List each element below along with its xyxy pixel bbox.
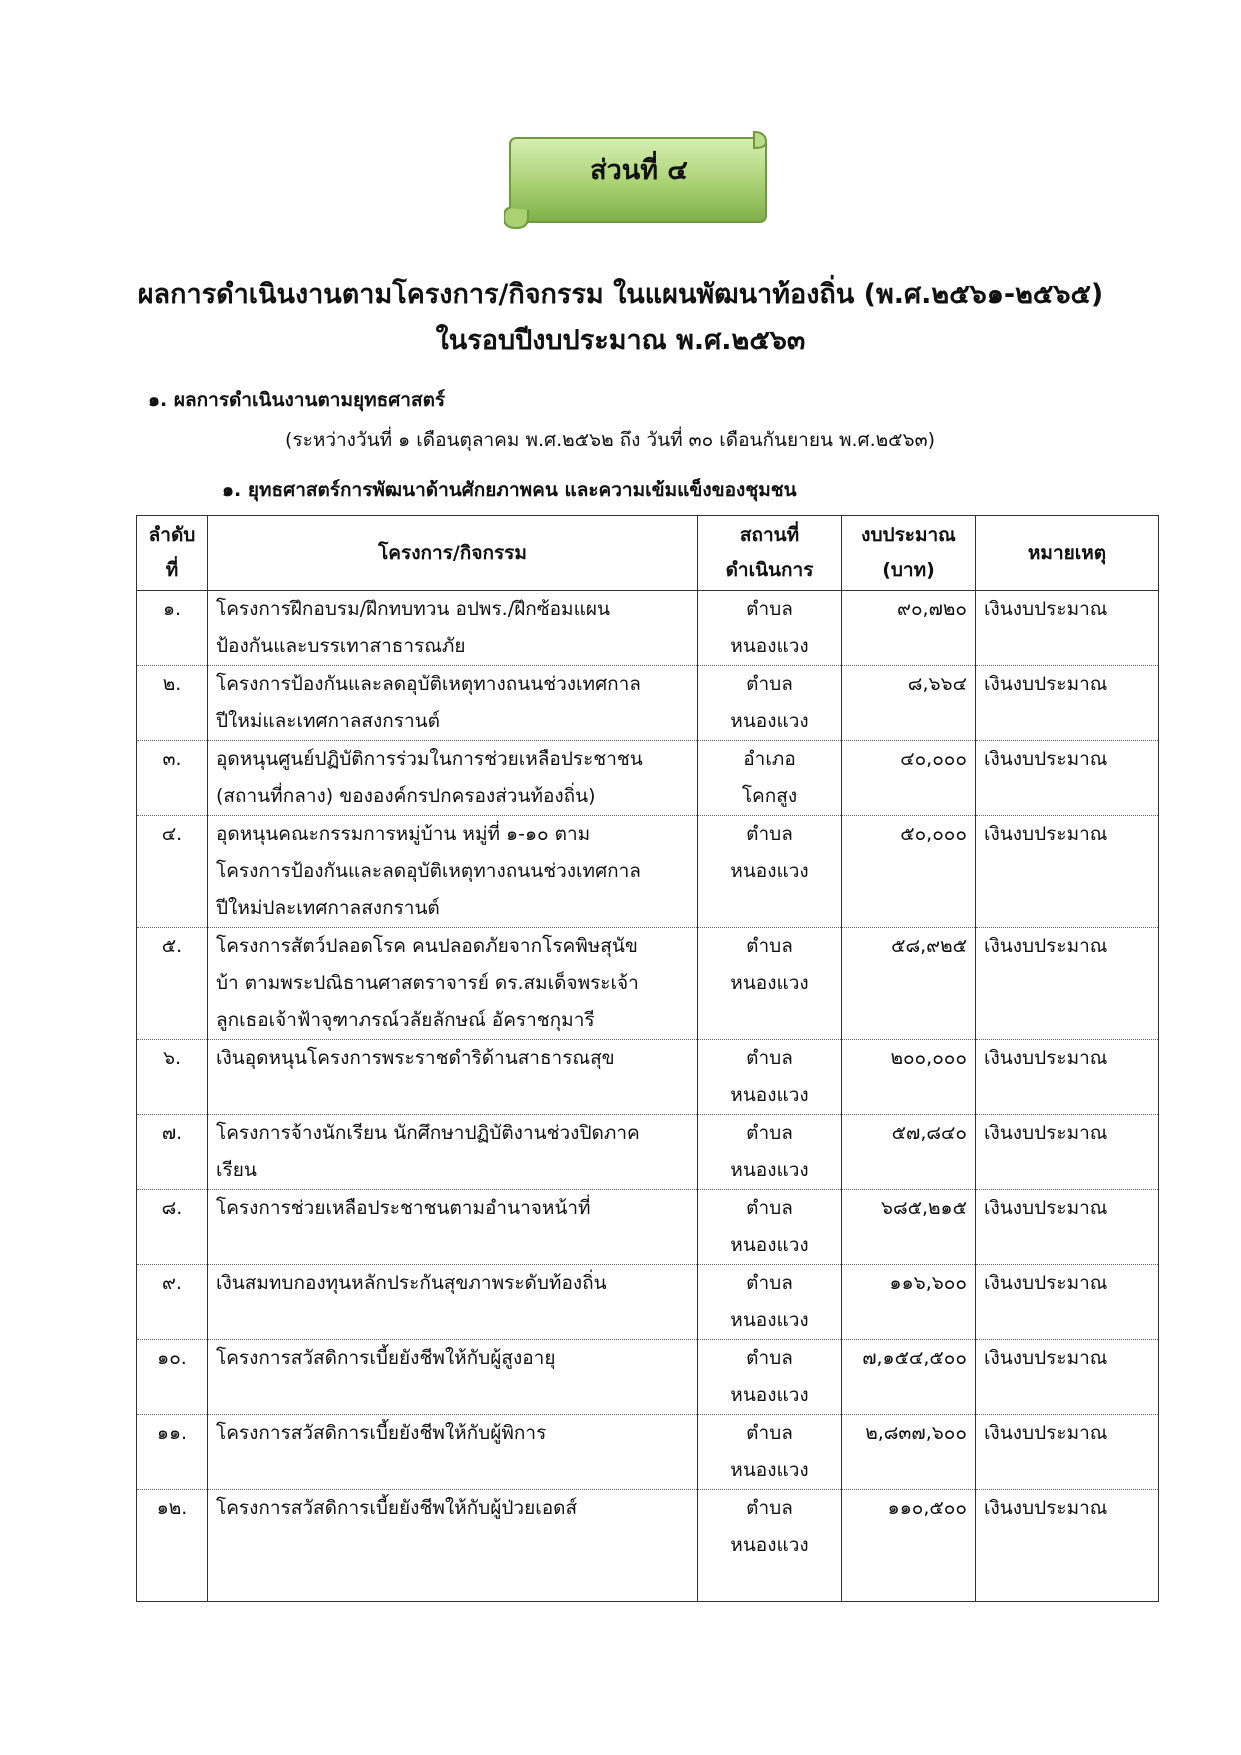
row-budget: ๗,๑๕๔,๕๐๐ — [842, 1340, 976, 1415]
row-budget: ๕๗,๘๔๐ — [842, 1115, 976, 1190]
row-budget: ๔๐,๐๐๐ — [842, 741, 976, 816]
row-number: ๒. — [137, 666, 208, 741]
place-line: หนองแวง — [730, 1084, 809, 1106]
place-line: ตำบล — [746, 1197, 793, 1219]
row-project — [208, 741, 698, 816]
place-line: ตำบล — [746, 1122, 793, 1144]
place-line: ตำบล — [746, 1497, 793, 1519]
project-line: อุดหนุนคณะกรรมการหมู่บ้าน หมู่ที่ ๑-๑๐ ตาม — [216, 823, 591, 845]
row-place — [698, 1490, 842, 1602]
banner-label: ส่วนที่ ๔ — [590, 155, 688, 186]
row-project — [208, 1415, 698, 1490]
place-line: ตำบล — [746, 1422, 793, 1444]
project-line: ลูกเธอเจ้าฟ้าจุฑาภรณ์วลัยลักษณ์ อัคราชกุมารี — [216, 1009, 595, 1031]
project-line: โครงการฝึกอบรม/ฝึกทบทวน อปพร./ฝึกซ้อมแผน — [216, 598, 610, 620]
row-project — [208, 591, 698, 666]
row-project — [208, 1490, 698, 1602]
project-line: เรียน — [216, 1159, 257, 1181]
project-line: โครงการสวัสดิการเบี้ยยังชีพให้กับผู้ป่วยเอดส์ — [216, 1497, 578, 1519]
row-budget: ๕๐,๐๐๐ — [842, 816, 976, 928]
row-number: ๑. — [137, 591, 208, 666]
row-budget: ๑๑๖,๖๐๐ — [842, 1265, 976, 1340]
project-line: โครงการป้องกันและลดอุบัติเหตุทางถนนช่วงเทศกาล — [216, 673, 641, 695]
table-row — [137, 1190, 1159, 1265]
place-line: ตำบล — [746, 673, 793, 695]
row-project — [208, 1115, 698, 1190]
row-place — [698, 1190, 842, 1265]
table-row — [137, 1340, 1159, 1415]
project-line: ปีใหม่และเทศกาลสงกรานต์ — [216, 710, 440, 732]
place-line: หนองแวง — [730, 1234, 809, 1256]
place-line: หนองแวง — [730, 1309, 809, 1331]
place-line: ตำบล — [746, 1347, 793, 1369]
project-line: ป้องกันและบรรเทาสาธารณภัย — [216, 635, 466, 657]
row-number: ๕. — [137, 928, 208, 1040]
row-place — [698, 1265, 842, 1340]
project-line: อุดหนุนศูนย์ปฏิบัติการร่วมในการช่วยเหลือประชาชน — [216, 748, 643, 770]
row-project — [208, 816, 698, 928]
table-row — [137, 1040, 1159, 1115]
place-line: ตำบล — [746, 1047, 793, 1069]
project-line: บ้า ตามพระปณิธานศาสตราจารย์ ดร.สมเด็จพระเจ้า — [216, 972, 639, 994]
row-project — [208, 1340, 698, 1415]
row-note: เงินงบประมาณ — [976, 928, 1159, 1040]
header-note: หมายเหตุ — [976, 516, 1159, 591]
project-line: เงินอุดหนุนโครงการพระราชดำริด้านสาธารณสุข — [216, 1047, 615, 1069]
row-budget: ๕๘,๙๒๕ — [842, 928, 976, 1040]
document-title-line1: ผลการดำเนินงานตามโครงการ/กิจกรรม ในแผนพัฒนาท้องถิ่น (พ.ศ.๒๕๖๑-๒๕๖๕) — [137, 279, 1104, 310]
row-place — [698, 666, 842, 741]
row-note: เงินงบประมาณ — [976, 1040, 1159, 1115]
place-line: หนองแวง — [730, 972, 809, 994]
place-line: โคกสูง — [741, 785, 798, 807]
row-project — [208, 1265, 698, 1340]
place-line: หนองแวง — [730, 1534, 809, 1556]
project-line: โครงการสวัสดิการเบี้ยยังชีพให้กับผู้สูงอายุ — [216, 1347, 556, 1369]
table-row — [137, 1265, 1159, 1340]
table-row — [137, 928, 1159, 1040]
row-number: ๘. — [137, 1190, 208, 1265]
project-line: โครงการสวัสดิการเบี้ยยังชีพให้กับผู้พิการ — [216, 1422, 547, 1444]
place-line: ตำบล — [746, 598, 793, 620]
section-banner — [504, 128, 774, 232]
place-line: อำเภอ — [743, 748, 796, 770]
row-budget: ๒,๘๓๗,๖๐๐ — [842, 1415, 976, 1490]
projects-table — [136, 515, 1159, 1602]
table-row — [137, 666, 1159, 741]
row-place — [698, 1415, 842, 1490]
row-place — [698, 1040, 842, 1115]
place-line: หนองแวง — [730, 860, 809, 882]
table-header-row — [137, 516, 1159, 591]
row-note: เงินงบประมาณ — [976, 1340, 1159, 1415]
row-budget: ๖๘๕,๒๑๕ — [842, 1190, 976, 1265]
table-row — [137, 1415, 1159, 1490]
row-note: เงินงบประมาณ — [976, 1490, 1159, 1602]
row-number: ๑๒. — [137, 1490, 208, 1602]
row-number: ๑๑. — [137, 1415, 208, 1490]
row-number: ๖. — [137, 1040, 208, 1115]
row-place — [698, 591, 842, 666]
header-place: สถานที่ ดำเนินการ — [698, 516, 842, 591]
row-place — [698, 741, 842, 816]
row-budget: ๒๐๐,๐๐๐ — [842, 1040, 976, 1115]
table-row — [137, 816, 1159, 928]
project-line: โครงการสัตว์ปลอดโรค คนปลอดภัยจากโรคพิษสุนัข — [216, 935, 638, 957]
header-budget: งบประมาณ (บาท) — [842, 516, 976, 591]
row-note: เงินงบประมาณ — [976, 591, 1159, 666]
project-line: ปีใหม่ปละเทศกาลสงกรานต์ — [216, 897, 440, 919]
row-note: เงินงบประมาณ — [976, 666, 1159, 741]
place-line: หนองแวง — [730, 1459, 809, 1481]
row-project — [208, 1040, 698, 1115]
row-number: ๔. — [137, 816, 208, 928]
row-number: ๙. — [137, 1265, 208, 1340]
row-project — [208, 666, 698, 741]
place-line: ตำบล — [746, 935, 793, 957]
row-number: ๑๐. — [137, 1340, 208, 1415]
row-note: เงินงบประมาณ — [976, 1115, 1159, 1190]
table-row — [137, 1490, 1159, 1602]
row-number: ๗. — [137, 1115, 208, 1190]
row-budget: ๙๐,๗๒๐ — [842, 591, 976, 666]
row-note: เงินงบประมาณ — [976, 1265, 1159, 1340]
project-line: โครงการช่วยเหลือประชาชนตามอำนาจหน้าที่ — [216, 1197, 591, 1219]
document-title-line2: ในรอบปีงบประมาณ พ.ศ.๒๕๖๓ — [435, 325, 806, 356]
row-note: เงินงบประมาณ — [976, 741, 1159, 816]
row-project — [208, 928, 698, 1040]
row-number: ๓. — [137, 741, 208, 816]
project-line: เงินสมทบกองทุนหลักประกันสุขภาพระดับท้องถิ่น — [216, 1272, 607, 1294]
row-note: เงินงบประมาณ — [976, 1415, 1159, 1490]
row-note: เงินงบประมาณ — [976, 1190, 1159, 1265]
row-project — [208, 1190, 698, 1265]
place-line: หนองแวง — [730, 1384, 809, 1406]
row-place — [698, 928, 842, 1040]
project-line: โครงการป้องกันและลดอุบัติเหตุทางถนนช่วงเทศกาล — [216, 860, 641, 882]
period-text: (ระหว่างวันที่ ๑ เดือนตุลาคม พ.ศ.๒๕๖๒ ถึง วันที่ ๓๐ เดือนกันยายน พ.ศ.๒๕๖๓) — [285, 429, 936, 451]
header-project: โครงการ/กิจกรรม — [208, 516, 698, 591]
row-budget: ๑๑๐,๕๐๐ — [842, 1490, 976, 1602]
project-line: โครงการจ้างนักเรียน นักศึกษาปฏิบัติงานช่วงปิดภาค — [216, 1122, 640, 1144]
place-line: หนองแวง — [730, 1159, 809, 1181]
strategy-heading: ๑. ยุทธศาสตร์การพัฒนาด้านศักยภาพคน และความเข้มแข็งของชุมชน — [222, 479, 797, 501]
section-heading: ๑. ผลการดำเนินงานตามยุทธศาสตร์ — [148, 389, 446, 411]
row-place — [698, 816, 842, 928]
table-row — [137, 591, 1159, 666]
row-place — [698, 1340, 842, 1415]
place-line: ตำบล — [746, 1272, 793, 1294]
place-line: ตำบล — [746, 823, 793, 845]
place-line: หนองแวง — [730, 635, 809, 657]
row-place — [698, 1115, 842, 1190]
project-line: (สถานที่กลาง) ขององค์กรปกครองส่วนท้องถิ่น) — [216, 785, 596, 807]
row-budget: ๘,๖๖๔ — [842, 666, 976, 741]
header-no: ลำดับ ที่ — [137, 516, 208, 591]
table-row — [137, 741, 1159, 816]
row-note: เงินงบประมาณ — [976, 816, 1159, 928]
table-row — [137, 1115, 1159, 1190]
place-line: หนองแวง — [730, 710, 809, 732]
